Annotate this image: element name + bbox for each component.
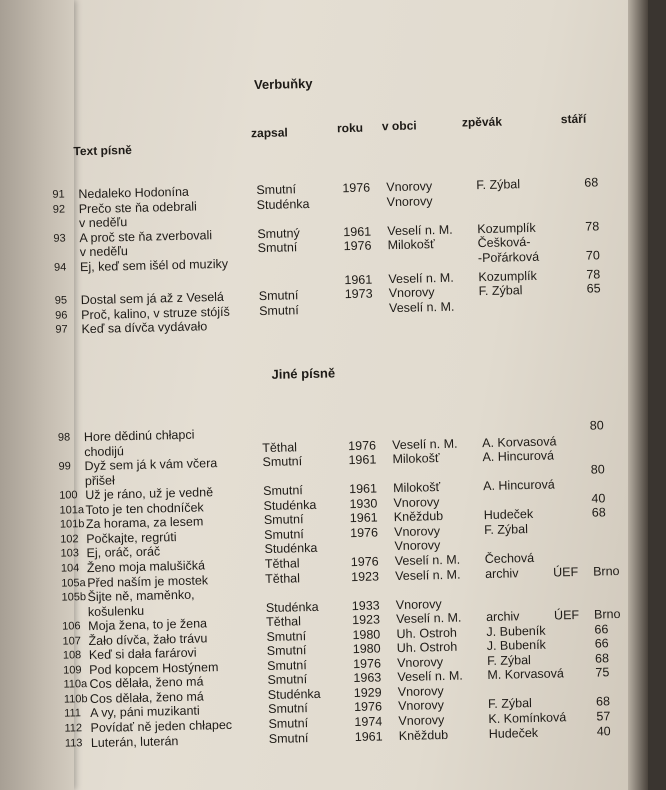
cell-title: Prečo ste ňa odebrali [78, 199, 198, 216]
cell-singer: A. Hincurová [482, 448, 555, 465]
cell-year: 1961 [349, 510, 378, 526]
cell-singer: A. Korvasová [481, 433, 557, 450]
cell-year: 1929 [353, 685, 382, 700]
cell-year: 1976 [350, 525, 379, 540]
cell-age: 66 [594, 621, 609, 637]
cell-singer: M. Korvasová [487, 666, 564, 683]
cell-year: 1976 [342, 180, 371, 196]
cell-recorder: Smutní [266, 643, 307, 659]
cell-singer: F. Zýbal [483, 521, 529, 537]
cell-recorder: Smutní [258, 303, 299, 318]
cell-village: Veselí n. M. [395, 610, 462, 627]
cell-age: 75 [595, 665, 610, 680]
cell-singer: F. Zýbal [487, 696, 533, 712]
column-header-year: roku [336, 120, 364, 136]
cell-title: chodijú [84, 443, 125, 459]
cell-year: 1976 [353, 699, 383, 715]
cell-title: Počkajte, regrúti [86, 529, 177, 546]
cell-no: 96 [55, 309, 68, 322]
cell-title: Šijte ně, maměnko, [87, 587, 195, 605]
cell-no: 110a [63, 678, 88, 691]
cell-extra: ÚEF [553, 608, 580, 623]
cell-age: 80 [589, 418, 604, 433]
cell-village: Kněždub [398, 727, 449, 743]
cell-recorder: Studénka [267, 686, 321, 702]
cell-no: 102 [60, 533, 79, 546]
cell-no: 113 [64, 736, 83, 750]
cell-year: 1930 [349, 496, 378, 511]
cell-age: 57 [596, 709, 611, 724]
cell-no: 105a [61, 576, 86, 590]
cell-title: Ej, keď sem išél od muziky [79, 256, 229, 275]
cell-extra: ÚEF [552, 564, 579, 580]
cell-age: 40 [596, 723, 611, 739]
cell-village: Veselí n. M. [394, 567, 461, 583]
column-header-recorder: zapsal [250, 125, 288, 141]
cell-year: 1976 [343, 238, 372, 254]
cell-age: 65 [586, 281, 601, 296]
cell-singer: F. Zýbal [486, 652, 532, 668]
cell-village: Milokošť [393, 480, 441, 496]
cell-village: Vnorovy [395, 596, 442, 612]
cell-no: 109 [63, 664, 82, 677]
cell-no: 104 [60, 562, 80, 575]
cell-no: 95 [54, 294, 68, 307]
cell-year: 1976 [352, 656, 382, 671]
cell-singer: Češková- [477, 235, 531, 251]
cell-year: 1961 [349, 481, 378, 497]
cell-singer: -Pořárková [477, 249, 540, 266]
cell-no: 93 [53, 232, 66, 245]
cell-village: Vnorovy [388, 285, 435, 301]
cell-recorder: Smutní [262, 454, 303, 470]
cell-title: přišeł [84, 473, 115, 488]
cell-year: 1933 [351, 598, 380, 613]
cell-age: 78 [586, 266, 601, 282]
cell-village: Vnorovy [396, 654, 444, 670]
cell-age: 68 [594, 651, 610, 666]
cell-singer: J. Bubeník [486, 623, 546, 639]
cell-title: Cos dělała, ženo má [89, 674, 204, 692]
cell-village: Vnorovy [393, 494, 440, 510]
cell-no: 105b [61, 591, 87, 604]
cell-title: v neděľu [79, 244, 129, 260]
cell-no: 101a [59, 503, 85, 517]
cell-title: Povídať ně jeden chłapec [90, 717, 233, 736]
cell-title: Ej, oráč, oráč [86, 544, 161, 561]
section-heading-jine-pisne: Jiné písně [271, 365, 336, 382]
cell-title: Před naším je mostek [87, 572, 209, 590]
cell-recorder: Studénka [256, 196, 310, 212]
cell-no: 108 [62, 649, 82, 662]
cell-recorder: Studénka [265, 599, 319, 615]
cell-title: Moja žena, to je žena [88, 616, 208, 634]
song-table [40, 0, 648, 790]
cell-singer: Hudeček [483, 507, 534, 523]
cell-recorder: Smutní [267, 657, 307, 673]
cell-village: Vnorovy [386, 179, 433, 195]
cell-village: Uh. Ostroh [396, 639, 458, 656]
cell-recorder: Studénka [263, 497, 317, 513]
cell-age: Brno [593, 607, 621, 622]
column-header-title: Text písně [73, 142, 133, 159]
cell-no: 101b [59, 518, 85, 531]
cell-recorder: Smutní [258, 288, 299, 304]
cell-recorder: Smutní [256, 182, 297, 198]
cell-recorder: Smutní [268, 730, 309, 746]
cell-village: Veselí n. M. [394, 552, 461, 569]
cell-no: 112 [64, 722, 83, 735]
cell-title: Dostal sem já až z Veselá [80, 290, 225, 308]
cell-recorder: Těthal [264, 556, 300, 571]
cell-no: 106 [62, 620, 81, 633]
cell-singer: K. Komínková [488, 710, 567, 727]
cell-singer: J. Bubeník [486, 637, 546, 654]
cell-no: 91 [52, 188, 65, 201]
cell-recorder: Smutní [266, 628, 307, 644]
cell-recorder: Smutní [264, 526, 304, 542]
cell-year: 1974 [354, 714, 383, 730]
cell-year: 1976 [350, 554, 379, 570]
cell-no: 103 [60, 547, 80, 561]
cell-title: Už je ráno, už je vedně [85, 485, 214, 503]
cell-title: Cos dělała, ženo má [89, 689, 204, 706]
cell-year: 1973 [344, 286, 373, 302]
cell-year: 1923 [351, 568, 380, 584]
cell-year: 1961 [348, 452, 377, 468]
cell-singer: A. Hincurová [482, 477, 555, 494]
cell-title: Dyž sem já k vám včera [84, 456, 218, 474]
cell-no: 111 [64, 707, 82, 721]
cell-singer: F. Zýbal [478, 283, 523, 299]
cell-year: 1961 [354, 728, 383, 744]
cell-age: 66 [594, 636, 609, 651]
cell-title: košulenku [87, 603, 145, 619]
cell-title: Za horama, za lesem [85, 514, 204, 532]
cell-title: A vy, páni muzikanti [90, 703, 200, 721]
cell-village: Veselí n. M. [387, 222, 453, 238]
cell-singer: archiv [484, 565, 519, 581]
cell-age: 68 [595, 694, 611, 710]
cell-recorder: Těthal [262, 439, 298, 455]
cell-age: 70 [585, 248, 601, 263]
cell-title: Keď si dała farárovi [88, 645, 197, 663]
cell-no: 94 [53, 261, 67, 274]
cell-title: Keď sa dívča vydávało [81, 319, 208, 337]
cell-year: 1923 [351, 612, 381, 628]
section-heading-verbunky: Verbuňky [253, 75, 313, 93]
cell-village: Kněždub [393, 509, 444, 525]
cell-recorder: Těthal [266, 614, 302, 630]
cell-title: A proč ste ňa zverbovali [79, 227, 213, 245]
column-header-village: v obci [381, 118, 417, 134]
cell-no: 107 [62, 634, 82, 648]
cell-singer: archiv [485, 609, 520, 625]
cell-year: 1961 [344, 272, 373, 287]
cell-recorder: Těthal [265, 570, 301, 586]
cell-age: 68 [584, 175, 599, 190]
cell-no: 99 [58, 460, 71, 473]
cell-village: Milokošť [392, 451, 440, 467]
cell-village: Uh. Ostroh [396, 625, 458, 641]
cell-village: Veselí n. M. [388, 270, 454, 286]
cell-singer: Kozumplík [477, 220, 536, 236]
cell-village: Vnorovy [394, 538, 441, 554]
cell-title: Žało dívča, žało trávu [88, 631, 208, 648]
cell-title: Luterán, luterán [90, 733, 179, 750]
cell-singer: Hudeček [488, 725, 539, 741]
cell-recorder: Smutní [267, 672, 308, 688]
cell-year: 1980 [352, 641, 381, 657]
cell-singer: Kozumplík [478, 268, 537, 284]
cell-age: 40 [591, 491, 606, 506]
cell-recorder: Smutní [268, 716, 309, 732]
cell-no: 98 [57, 431, 71, 444]
cell-village: Vnorovy [386, 193, 433, 209]
cell-singer: F. Zýbal [476, 177, 521, 193]
cell-title: Toto je ten chodníček [85, 500, 204, 517]
cell-recorder: Smutní [263, 483, 303, 499]
cell-village: Veselí n. M. [388, 299, 455, 315]
cell-village: Vnorovy [397, 698, 445, 714]
cell-recorder: Smutní [263, 512, 304, 528]
cell-no: 92 [52, 203, 66, 216]
cell-village: Vnorovy [398, 713, 445, 729]
cell-title: Ženo moja malušičká [86, 558, 206, 576]
cell-village: Vnorovy [397, 683, 444, 699]
cell-singer: Čechová [484, 550, 535, 566]
cell-village: Veselí n. M. [392, 436, 458, 452]
cell-village: Vnorovy [394, 523, 441, 539]
cell-recorder: Smutní [257, 240, 298, 256]
cell-year: 1961 [343, 224, 372, 239]
cell-recorder: Studénka [264, 541, 318, 557]
cell-village: Veselí n. M. [397, 668, 463, 685]
cell-title: Hore dědinú chłapci [83, 427, 195, 445]
cell-no: 97 [55, 323, 68, 337]
column-header-age: stáří [560, 111, 587, 127]
cell-age: Brno [592, 563, 620, 579]
cell-year: 1980 [352, 627, 381, 642]
cell-age: 68 [591, 505, 606, 520]
cell-village: Milokošť [387, 237, 435, 253]
cell-title: v neděľu [78, 215, 128, 231]
cell-title: Proč, kalino, v struze stójíš [80, 304, 230, 322]
cell-age: 78 [585, 219, 600, 234]
cell-title: Pod kopcem Hostýnem [89, 659, 219, 677]
cell-title: Nedaleko Hodonína [78, 184, 190, 202]
cell-age: 80 [590, 461, 605, 477]
cell-year: 1963 [353, 670, 382, 686]
cell-recorder: Smutný [257, 225, 300, 241]
column-header-singer: zpěvák [461, 114, 503, 130]
cell-no: 100 [59, 489, 78, 502]
cell-recorder: Smutní [267, 701, 308, 717]
cell-year: 1976 [348, 438, 377, 453]
cell-no: 110b [63, 692, 88, 706]
